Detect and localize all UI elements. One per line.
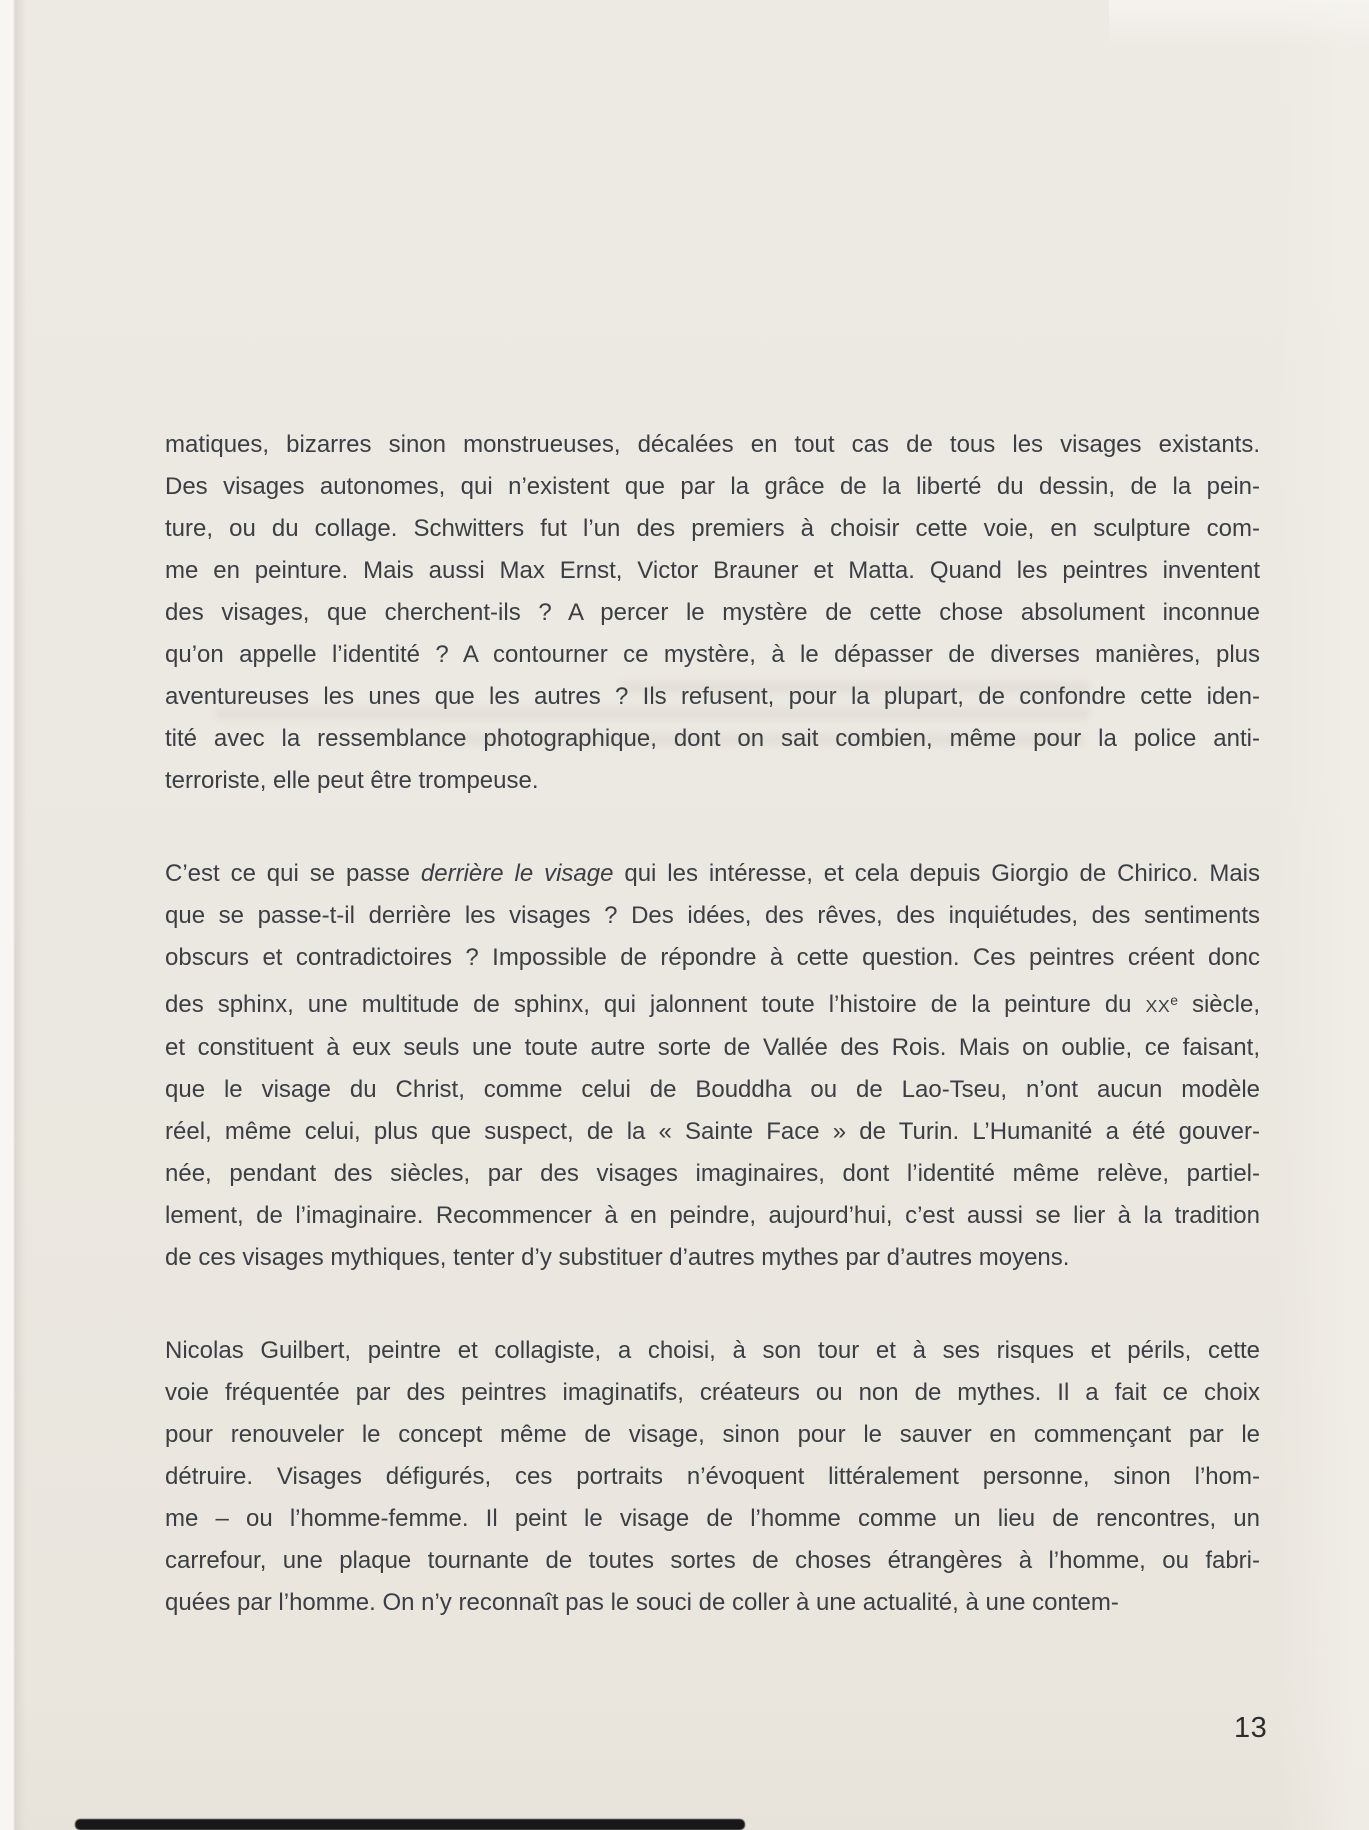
- text-segment: pour renouveler le concept même de visage, sinon pour le sauver en commençant par le: [165, 1420, 1260, 1448]
- text-segment: siècle,: [1177, 990, 1260, 1018]
- text-segment: lement, de l’imaginaire. Recommencer à en peindre, aujourd’hui, c’est aussi se lier à la tradition: [165, 1201, 1260, 1229]
- text-line: [165, 718, 1260, 760]
- text-segment: ture, ou du collage. Schwitters fut l’un des premiers à choisir cette voie, en sculpture com-: [165, 515, 1260, 542]
- text-line: [165, 1153, 1260, 1195]
- text-segment: née, pendant des siècles, par des visages imaginaires, dont l’identité même relève, partiel-: [165, 1159, 1260, 1187]
- text-line: [165, 424, 1260, 466]
- text-segment: que se passe-t-il derrière les visages ? Des idées, des rêves, des inquiétudes, des sentiments: [165, 902, 1260, 929]
- text-segment: voie fréquentée par des peintres imaginatifs, créateurs ou non de mythes. Il a fait ce choix: [165, 1378, 1260, 1406]
- text-segment: des visages, que cherchent-ils ? A percer le mystère de cette chose absolument inconnue: [165, 599, 1260, 626]
- text-line: [165, 1498, 1260, 1540]
- page-left-edge: [0, 0, 26, 1830]
- text-line: [165, 592, 1260, 634]
- text-line: [165, 1372, 1260, 1414]
- text-block: [165, 424, 1260, 1624]
- text-line: [165, 760, 1260, 802]
- text-line: [165, 1582, 1260, 1624]
- text-line: [165, 1330, 1260, 1372]
- page-corner-light: [1109, 0, 1369, 46]
- text-segment: obscurs et contradictoires ? Impossible de répondre à cette question. Ces peintres créent donc: [165, 944, 1260, 971]
- text-segment: C’est ce qui se passe: [165, 860, 421, 887]
- paragraph: [165, 1330, 1260, 1624]
- text-line: [165, 1237, 1260, 1279]
- text-segment: et constituent à eux seuls une toute autre sorte de Vallée des Rois. Mais on oublie, ce faisant,: [165, 1033, 1260, 1061]
- scanner-band-artifact: [75, 1819, 745, 1830]
- text-segment: qu’on appelle l’identité ? A contourner ce mystère, à le dépasser de diverses manières, plus: [165, 641, 1260, 668]
- page-right-edge: [1279, 0, 1369, 1830]
- text-segment: derrière le visage: [420, 860, 614, 887]
- text-line: [165, 1069, 1260, 1111]
- text-line: [165, 1414, 1260, 1456]
- text-segment: matiques, bizarres sinon monstrueuses, décalées en tout cas de tous les visages existants.: [165, 431, 1260, 458]
- text-segment: me – ou l’homme-femme. Il peint le visage de l’homme comme un lieu de rencontres, un: [165, 1504, 1260, 1532]
- paragraph: [165, 424, 1260, 802]
- text-line: [165, 634, 1260, 676]
- text-segment: que le visage du Christ, comme celui de Bouddha ou de Lao-Tseu, n’ont aucun modèle: [165, 1075, 1260, 1103]
- text-line: [165, 1195, 1260, 1237]
- text-segment: tité avec la ressemblance photographique, dont on sait combien, même pour la police anti-: [165, 725, 1260, 752]
- text-line: [165, 937, 1260, 979]
- paragraph: [165, 853, 1260, 1279]
- text-line: [165, 466, 1260, 508]
- text-segment: carrefour, une plaque tournante de toutes sortes de choses étrangères à l’homme, ou fabri-: [165, 1546, 1260, 1574]
- text-segment: des sphinx, une multitude de sphinx, qui jalonnent toute l’histoire de la peinture du: [165, 990, 1146, 1018]
- text-segment: détruire. Visages défigurés, ces portraits n’évoquent littéralement personne, sinon l’hom-: [165, 1462, 1260, 1490]
- text-segment: Nicolas Guilbert, peintre et collagiste, a choisi, à son tour et à ses risques et périls, cette: [165, 1336, 1260, 1364]
- text-line: [165, 1540, 1260, 1582]
- text-line: [165, 550, 1260, 592]
- text-segment: qui les intéresse, et cela depuis Giorgio de Chirico. Mais: [613, 860, 1261, 887]
- text-segment: de ces visages mythiques, tenter d’y substituer d’autres mythes par d’autres moyens.: [165, 1243, 1070, 1271]
- text-segment: me en peinture. Mais aussi Max Ernst, Victor Brauner et Matta. Quand les peintres inventent: [165, 557, 1260, 584]
- text-segment: réel, même celui, plus que suspect, de la « Sainte Face » de Turin. L’Humanité a été gouver-: [165, 1117, 1260, 1145]
- text-line: [165, 1111, 1260, 1153]
- text-segment: e: [1170, 992, 1178, 1008]
- text-segment: Des visages autonomes, qui n’existent que par la grâce de la liberté du dessin, de la pein-: [165, 473, 1260, 500]
- text-line: [165, 979, 1260, 1027]
- text-segment: aventureuses les unes que les autres ? Ils refusent, pour la plupart, de confondre cette iden-: [165, 683, 1260, 710]
- text-line: [165, 853, 1260, 895]
- text-line: [165, 676, 1260, 718]
- text-line: [165, 895, 1260, 937]
- text-line: [165, 1456, 1260, 1498]
- text-segment: terroriste, elle peut être trompeuse.: [165, 767, 539, 794]
- page-number: 13: [1234, 1712, 1268, 1744]
- text-segment: XX: [1145, 995, 1171, 1016]
- text-line: [165, 508, 1260, 550]
- text-line: [165, 1027, 1260, 1069]
- text-segment: quées par l’homme. On n’y reconnaît pas le souci de coller à une actualité, à une contem-: [165, 1588, 1119, 1616]
